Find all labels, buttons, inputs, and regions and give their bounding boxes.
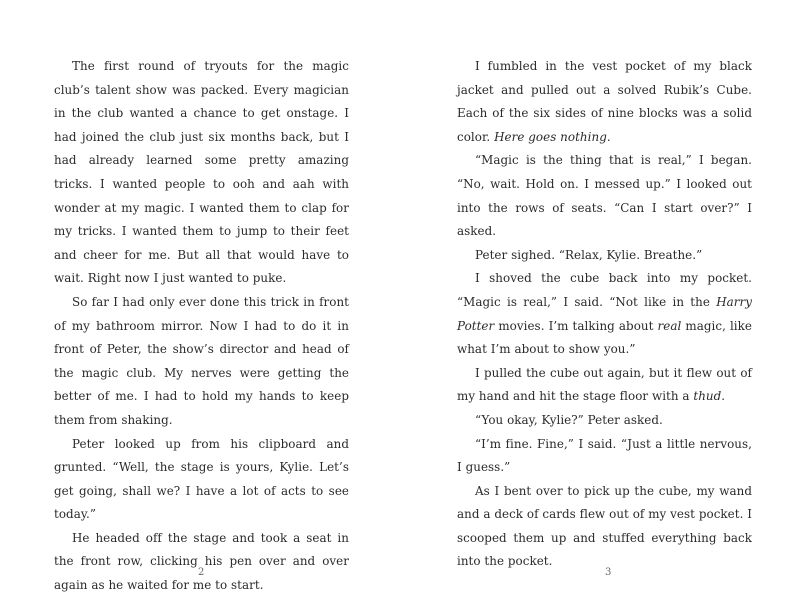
paragraph bbox=[457, 362, 752, 409]
left-page-text bbox=[54, 55, 349, 598]
text-run: I shoved the cube back into my pocket. “Magic is real,” I said. “Not like in the bbox=[457, 271, 752, 309]
text-run: magic, like what I’m about to show you.” bbox=[457, 318, 752, 357]
paragraph bbox=[457, 267, 752, 361]
italic-text: thud. bbox=[693, 389, 726, 404]
paragraph: Peter looked up from his clipboard and grunted. “Well, the stage is yours, Kylie. Let’s get going, shall we? I have a lot of acts to see today.” bbox=[54, 436, 349, 522]
paragraph: So far I had only ever done this trick in front of my bathroom mirror. Now I had to do it in front of Peter, the show’s director and head of the magic club. My nerves were getting the better of me. I had to hold my hands to keep them from shaking. bbox=[54, 294, 349, 427]
italic-text: real bbox=[657, 318, 682, 333]
paragraph: Peter sighed. “Relax, Kylie. Breathe.” bbox=[475, 247, 703, 262]
paragraph bbox=[457, 55, 752, 149]
paragraph: The first round of tryouts for the magic club’s talent show was packed. Every magician in the club wanted a chance to get onstage. I had joined the club just six months back, but I had already learned some pretty amazing tricks. I wanted people to ooh and aah with wonder at my magic. I wanted them to clap for my tricks. I wanted them to jump to their feet and cheer for me. But all that would have to wait. Right now I just wanted to puke. bbox=[54, 59, 349, 286]
text-run: I pulled the cube out again, but it flew out of my hand and hit the stage floor with a bbox=[457, 365, 752, 404]
paragraph: “You okay, Kylie?” Peter asked. bbox=[475, 412, 663, 427]
text-run: I fumbled in the vest pocket of my black jacket and pulled out a solved Rubik’s Cube. Each of the six sides of nine blocks was a solid color. bbox=[457, 59, 752, 144]
text-run: movies. I’m talking about bbox=[494, 318, 658, 333]
italic-text: Here goes nothing. bbox=[494, 129, 611, 144]
paragraph: As I bent over to pick up the cube, my wand and a deck of cards flew out of my vest pocket. I scooped them up and stuffed everything back into the pocket. bbox=[457, 483, 752, 569]
paragraph: He headed off the stage and took a seat in the front row, clicking his pen over and over again as he waited for me to start. bbox=[54, 530, 349, 593]
italic-text: Harry Potter bbox=[457, 294, 752, 333]
paragraph: “I’m fine. Fine,” I said. “Just a little nervous, I guess.” bbox=[457, 436, 752, 475]
right-page-text bbox=[457, 55, 752, 574]
paragraph: “Magic is the thing that is real,” I began. “No, wait. Hold on. I messed up.” I looked out into the rows of seats. “Can I start over?” I asked. bbox=[457, 153, 752, 239]
page-number-left: 2 bbox=[198, 567, 205, 578]
page-number-right: 3 bbox=[605, 567, 612, 578]
